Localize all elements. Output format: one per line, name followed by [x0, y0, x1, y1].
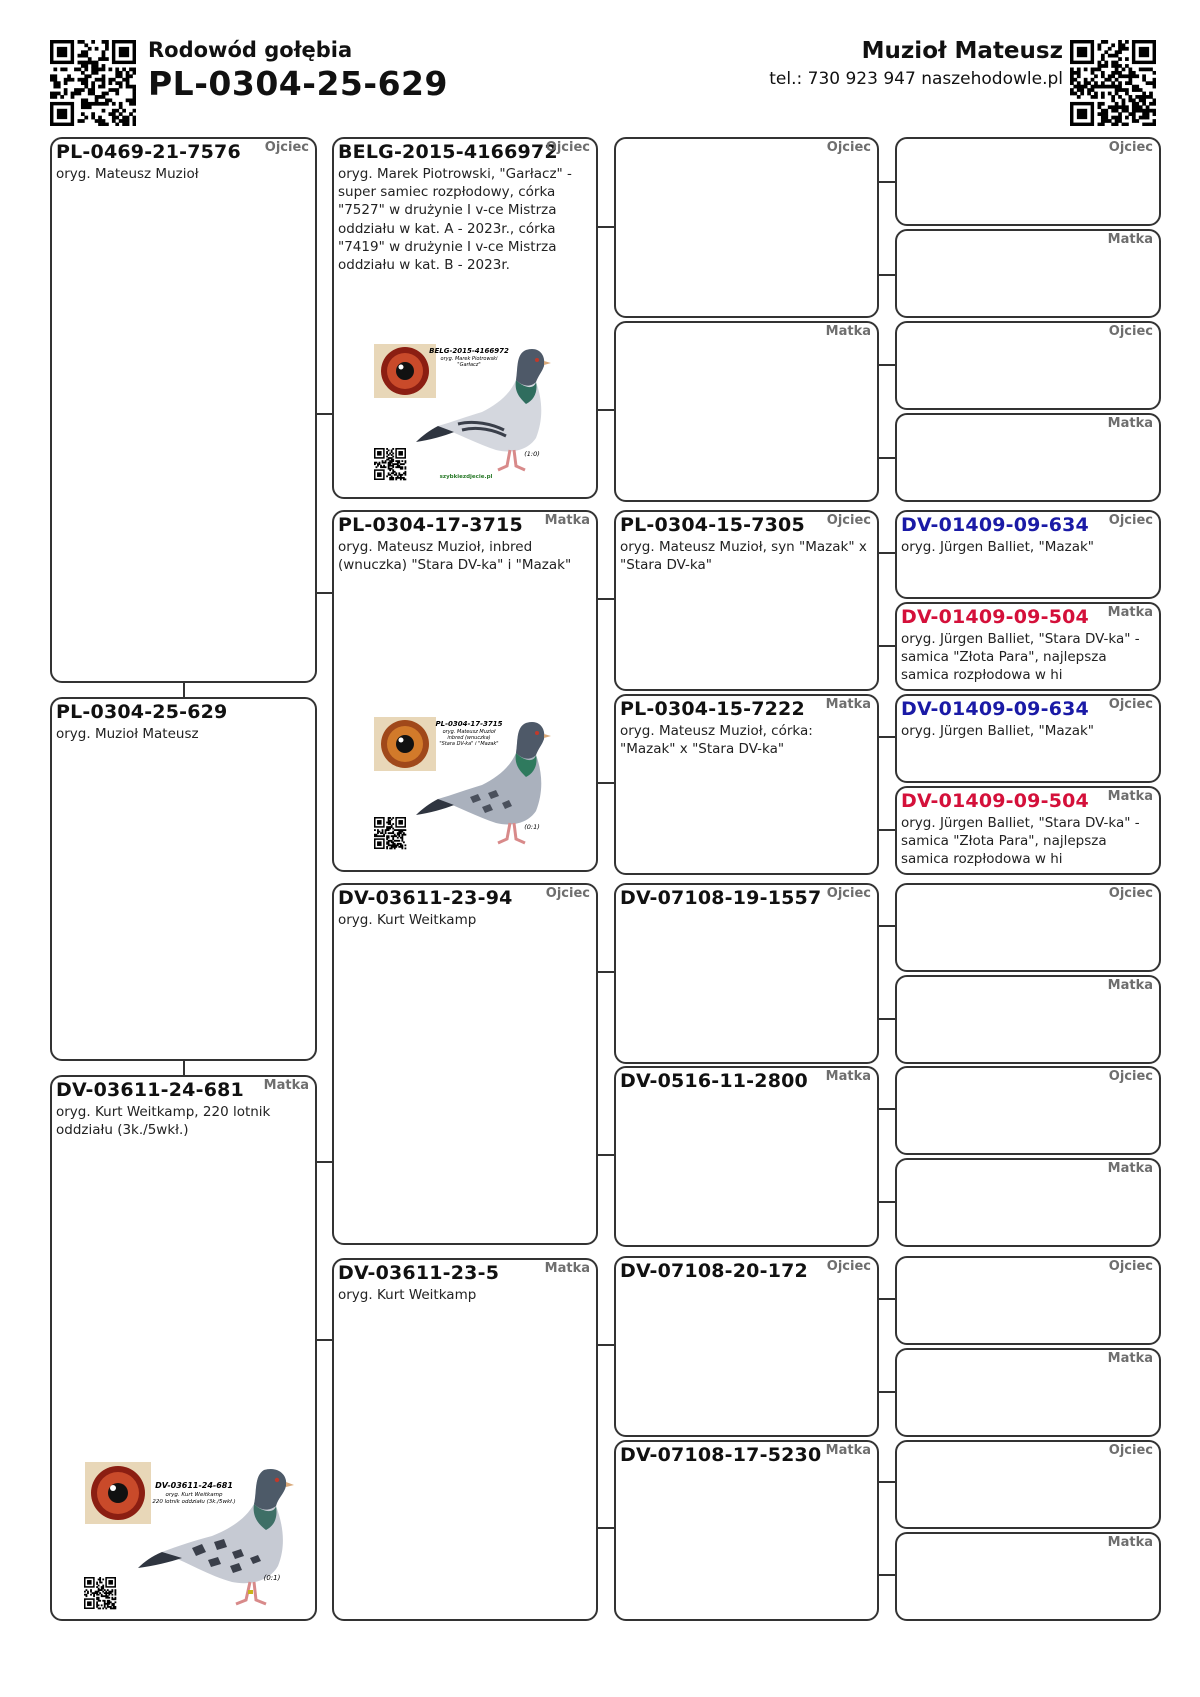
role-label: Ojciec — [1108, 513, 1153, 528]
description: oryg. Mateusz Muzioł, córka: "Mazak" x "Stara DV-ka" — [620, 723, 813, 758]
role-label: Ojciec — [1108, 1069, 1153, 1084]
photo-caption-line: oryg. Kurt Weitkamp — [165, 1492, 223, 1498]
description: oryg. Jürgen Balliet, "Mazak" — [901, 723, 1095, 739]
photo-brand: szybkiezdjecie.pl — [439, 474, 493, 480]
role-label: Matka — [825, 697, 871, 712]
role-label: Ojciec — [826, 140, 871, 155]
photo-caption-line: "Stara DV-ka" i "Mazak" — [439, 741, 499, 747]
role-label: Matka — [1107, 1161, 1153, 1176]
ring-number: DV-01409-09-634 — [901, 514, 1089, 536]
pedigree-box-grandfather-paternal[interactable] — [332, 137, 598, 499]
pedigree-box-gen4[interactable] — [895, 602, 1161, 691]
role-label: Ojciec — [1108, 1443, 1153, 1458]
photo-rating: (0:1) — [524, 823, 540, 831]
qr-code-right — [1070, 40, 1156, 126]
connector-line — [315, 1161, 333, 1163]
pedigree-box-gen4[interactable] — [895, 1158, 1161, 1247]
connector-line — [183, 682, 185, 698]
role-label: Matka — [544, 1261, 590, 1276]
connector-line — [315, 592, 333, 594]
role-label: Matka — [1107, 605, 1153, 620]
pedigree-box-grandmother-paternal[interactable] — [332, 510, 598, 872]
photo-rating: (0:1) — [263, 1574, 281, 1582]
connector-line — [596, 1154, 614, 1156]
connector-line — [596, 598, 614, 600]
description: oryg. Kurt Weitkamp — [338, 1287, 477, 1303]
breeder-contact[interactable]: tel.: 730 923 947 naszehodowle.pl — [769, 69, 1063, 89]
connector-line — [877, 829, 895, 831]
role-label: Ojciec — [826, 886, 871, 901]
ring-number: DV-01409-09-634 — [901, 698, 1089, 720]
pedigree-box-gen4[interactable] — [895, 1066, 1161, 1155]
pedigree-box-gen3[interactable] — [614, 1440, 879, 1621]
breeder-name: Muzioł Mateusz — [861, 38, 1063, 64]
pedigree-box-gen4[interactable] — [895, 1348, 1161, 1437]
pedigree-box-gen4[interactable] — [895, 786, 1161, 875]
connector-line — [877, 1391, 895, 1393]
ring-number: PL-0304-15-7305 — [620, 514, 805, 536]
description: oryg. Jürgen Balliet, "Mazak" — [901, 539, 1095, 555]
connector-line — [877, 364, 895, 366]
connector-line — [596, 1527, 614, 1529]
role-label: Ojciec — [1108, 324, 1153, 339]
pedigree-box-gen4[interactable] — [895, 975, 1161, 1064]
role-label: Ojciec — [264, 140, 309, 155]
pedigree-box-gen3[interactable] — [614, 321, 879, 502]
pedigree-box-gen4[interactable] — [895, 1532, 1161, 1621]
pedigree-box-grandfather-maternal[interactable] — [332, 883, 598, 1245]
pedigree-box-gen4[interactable] — [895, 321, 1161, 410]
pedigree-box-gen3[interactable] — [614, 137, 879, 318]
ring-number: DV-03611-23-5 — [338, 1262, 500, 1284]
role-label: Ojciec — [1108, 697, 1153, 712]
ring-number: DV-03611-23-94 — [338, 887, 513, 909]
ring-number: PL-0304-17-3715 — [338, 514, 523, 536]
role-label: Matka — [825, 1069, 871, 1084]
pedigree-box-gen4[interactable] — [895, 510, 1161, 599]
pedigree-box-gen4[interactable] — [895, 883, 1161, 972]
role-label: Matka — [1107, 416, 1153, 431]
pedigree-box-gen3[interactable] — [614, 694, 879, 875]
pigeon-photo — [374, 344, 554, 484]
pedigree-box-mother[interactable] — [50, 1075, 317, 1621]
connector-line — [877, 645, 895, 647]
pigeon-photo — [374, 717, 554, 857]
document-title: Rodowód gołębia — [148, 38, 353, 62]
role-label: Matka — [825, 1443, 871, 1458]
connector-line — [315, 413, 333, 415]
description: oryg. Muzioł Mateusz — [56, 726, 199, 742]
photo-caption-ring: BELG-2015-4166972 — [429, 347, 509, 355]
ring-number: PL-0304-25-629 — [56, 701, 228, 723]
connector-line — [877, 736, 895, 738]
connector-line — [596, 971, 614, 973]
description: oryg. Kurt Weitkamp, 220 lotnik oddziału (3k./5wkł.) — [56, 1104, 271, 1139]
role-label: Ojciec — [1108, 140, 1153, 155]
pedigree-box-gen3[interactable] — [614, 883, 879, 1064]
role-label: Matka — [1107, 232, 1153, 247]
role-label: Ojciec — [826, 513, 871, 528]
pedigree-box-father[interactable] — [50, 137, 317, 683]
role-label: Matka — [825, 324, 871, 339]
connector-line — [596, 1344, 614, 1346]
role-label: Matka — [1107, 978, 1153, 993]
role-label: Ojciec — [826, 1259, 871, 1274]
ring-number: PL-0304-15-7222 — [620, 698, 805, 720]
connector-line — [877, 552, 895, 554]
connector-line — [877, 181, 895, 183]
photo-caption-line: "Garłacz" — [457, 362, 481, 368]
ring-number: DV-01409-09-504 — [901, 790, 1089, 812]
description: oryg. Jürgen Balliet, "Stara DV-ka" - samica "Złota Para", najlepsza samica rozpłodowa w hi — [901, 815, 1140, 868]
photo-caption-line: oryg. Mateusz Muzioł — [442, 729, 496, 735]
ring-number: DV-03611-24-681 — [56, 1079, 244, 1101]
ring-number: DV-07108-20-172 — [620, 1260, 808, 1282]
pigeon-photo — [82, 1462, 297, 1612]
ring-number: DV-07108-17-5230 — [620, 1444, 822, 1466]
pedigree-box-gen4[interactable] — [895, 1440, 1161, 1529]
description: oryg. Mateusz Muzioł, syn "Mazak" x "Stara DV-ka" — [620, 539, 867, 574]
connector-line — [596, 782, 614, 784]
connector-line — [877, 925, 895, 927]
photo-caption-ring: PL-0304-17-3715 — [435, 720, 503, 728]
pedigree-box-gen3[interactable] — [614, 1066, 879, 1247]
pedigree-box-gen4[interactable] — [895, 694, 1161, 783]
connector-line — [877, 1201, 895, 1203]
description: oryg. Kurt Weitkamp — [338, 912, 477, 928]
role-label: Matka — [263, 1078, 309, 1093]
connector-line — [596, 226, 614, 228]
connector-line — [877, 1298, 895, 1300]
pedigree-box-subject[interactable] — [50, 697, 317, 1061]
role-label: Matka — [544, 513, 590, 528]
role-label: Ojciec — [1108, 886, 1153, 901]
connector-line — [877, 274, 895, 276]
description: oryg. Mateusz Muzioł — [56, 166, 199, 182]
connector-line — [877, 1481, 895, 1483]
photo-caption-ring: DV-03611-24-681 — [155, 1481, 233, 1490]
description: oryg. Jürgen Balliet, "Stara DV-ka" - samica "Złota Para", najlepsza samica rozpłodowa w hi — [901, 631, 1140, 684]
role-label: Matka — [1107, 789, 1153, 804]
ring-number: DV-0516-11-2800 — [620, 1070, 808, 1092]
pedigree-box-gen3[interactable] — [614, 1256, 879, 1437]
connector-line — [877, 1018, 895, 1020]
photo-rating: (1:0) — [524, 450, 540, 458]
photo-caption-line: 220 lotnik oddziału (3k./5wkł.) — [152, 1499, 236, 1505]
pedigree-box-gen4[interactable] — [895, 1256, 1161, 1345]
role-label: Ojciec — [1108, 1259, 1153, 1274]
pedigree-box-gen4[interactable] — [895, 137, 1161, 226]
connector-line — [596, 409, 614, 411]
pedigree-box-gen4[interactable] — [895, 229, 1161, 318]
photo-qr-code — [374, 817, 406, 849]
role-label: Ojciec — [545, 886, 590, 901]
photo-qr-code — [84, 1577, 116, 1609]
description: oryg. Marek Piotrowski, "Garłacz" - super samiec rozpłodowy, córka "7527" w drużynie I v-ce Mistrza oddziału w kat. A - 2023r., córka "7419" w drużynie I v-ce Mistrza oddziału w kat. B - 2023r. — [338, 166, 572, 274]
ring-number: BELG-2015-4166972 — [338, 141, 558, 163]
pedigree-box-grandmother-maternal[interactable] — [332, 1258, 598, 1621]
ring-number: DV-01409-09-504 — [901, 606, 1089, 628]
pedigree-box-gen3[interactable] — [614, 510, 879, 691]
role-label: Matka — [1107, 1535, 1153, 1550]
ring-number: PL-0469-21-7576 — [56, 141, 241, 163]
pedigree-box-gen4[interactable] — [895, 413, 1161, 502]
role-label: Matka — [1107, 1351, 1153, 1366]
photo-caption-line: oryg. Marek Piotrowski — [440, 356, 498, 362]
connector-line — [877, 1574, 895, 1576]
document-ring-number: PL-0304-25-629 — [148, 64, 448, 103]
role-label: Ojciec — [545, 140, 590, 155]
connector-line — [877, 457, 895, 459]
description: oryg. Mateusz Muzioł, inbred (wnuczka) "Stara DV-ka" i "Mazak" — [338, 539, 572, 574]
connector-line — [877, 1108, 895, 1110]
connector-line — [315, 1339, 333, 1341]
photo-qr-code — [374, 448, 406, 480]
connector-line — [183, 1060, 185, 1076]
qr-code-left — [50, 40, 136, 126]
ring-number: DV-07108-19-1557 — [620, 887, 822, 909]
photo-caption-line: inbred (wnuczka) — [447, 735, 491, 741]
